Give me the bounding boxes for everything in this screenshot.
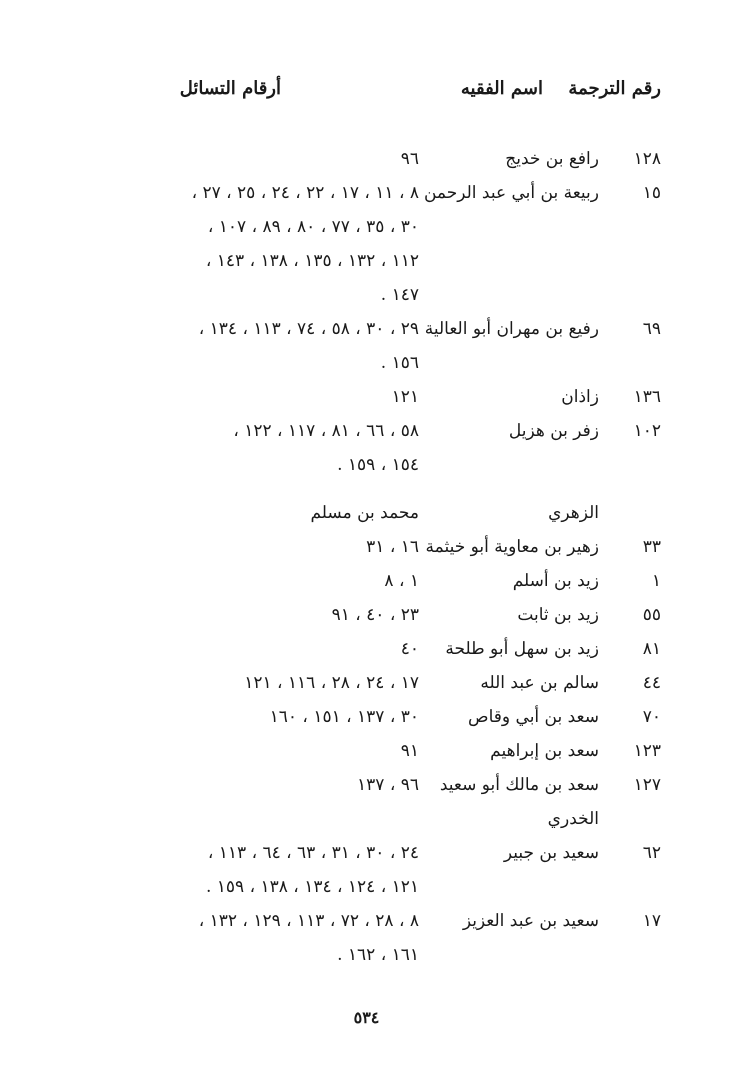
entry-name <box>424 312 599 346</box>
entry-name-line: زيد بن سهل أبو طلحة <box>445 639 599 659</box>
index-entry <box>61 904 661 972</box>
entry-number: ١٧ <box>642 911 661 931</box>
index-entry <box>61 380 661 414</box>
entry-name <box>429 496 599 530</box>
entry-name <box>429 142 599 176</box>
entry-name-line: سعد بن أبي وقاص <box>468 707 599 727</box>
entry-refs-line: ٩٦ <box>400 149 419 169</box>
entry-refs-line: ٨ ، ١١ ، ١٧ ، ٢٢ ، ٢٤ ، ٢٥ ، ٢٧ ، <box>191 183 419 203</box>
entry-refs-line: ١٢١ <box>391 387 419 407</box>
entry-name-line: ربيعة بن أبي عبد الرحمن <box>423 183 599 203</box>
entry-refs <box>129 142 419 176</box>
entry-refs <box>129 904 419 972</box>
entry-refs <box>129 564 419 598</box>
entry-name <box>425 530 599 564</box>
index-entry <box>61 564 661 598</box>
entry-name <box>429 700 599 734</box>
entry-refs-line: ١٤٧ . <box>380 285 419 305</box>
entry-refs-line: ٤٠ <box>400 639 419 659</box>
entry-name <box>429 836 599 870</box>
header-jurist-name: اسم الفقيه <box>460 78 543 99</box>
entry-number: ١٥ <box>642 183 661 203</box>
entry-name <box>429 904 599 938</box>
entry-name <box>429 768 599 836</box>
index-entry <box>61 768 661 836</box>
entry-name <box>423 176 599 210</box>
entry-name <box>429 632 599 666</box>
entry-refs <box>129 700 419 734</box>
entry-name-line: سعيد بن عبد العزيز <box>462 911 599 931</box>
index-entry <box>61 700 661 734</box>
entry-refs <box>129 734 419 768</box>
entry-name-line: سعيد بن جبير <box>503 843 599 863</box>
entry-refs-line: ١١٢ ، ١٣٢ ، ١٣٥ ، ١٣٨ ، ١٤٣ ، <box>205 251 419 271</box>
index-entry <box>61 176 661 312</box>
entry-name <box>429 598 599 632</box>
entry-number: ١٢٧ <box>633 775 661 795</box>
entry-refs <box>129 312 419 380</box>
index-entries <box>61 142 661 972</box>
entry-refs-line: ١٧ ، ٢٤ ، ٢٨ ، ١١٦ ، ١٢١ <box>244 673 419 693</box>
entry-name-line: سالم بن عبد الله <box>480 673 599 693</box>
entry-name-line: زيد بن ثابت <box>517 605 599 625</box>
entry-refs-line: ٣٠ ، ١٣٧ ، ١٥١ ، ١٦٠ <box>269 707 419 727</box>
page-number: ٥٣٤ <box>353 1008 380 1027</box>
entry-number: ٦٢ <box>642 843 661 863</box>
table-header <box>80 78 661 108</box>
entry-number: ٣٣ <box>642 537 661 557</box>
entry-name <box>429 666 599 700</box>
entry-refs-line: ٩٦ ، ١٣٧ <box>357 775 419 795</box>
entry-name-line: رفيع بن مهران أبو العالية <box>424 319 599 339</box>
entry-refs-line: ١٦ ، ٣١ <box>366 537 419 557</box>
entry-number: ١٠٢ <box>633 421 661 441</box>
entry-refs-line: محمد بن مسلم <box>310 503 419 523</box>
entry-refs-line: ١٢١ ، ١٢٤ ، ١٣٤ ، ١٣٨ ، ١٥٩ . <box>205 877 419 897</box>
entry-refs-line: ١٥٦ . <box>380 353 419 373</box>
entry-name-line: زيد بن أسلم <box>512 571 599 591</box>
entry-number: ٨١ <box>642 639 661 659</box>
entry-refs <box>129 414 419 482</box>
entry-name-line: سعد بن مالك أبو سعيد <box>439 775 599 795</box>
header-issue-numbers: أرقام التسائل <box>179 78 281 99</box>
entry-refs <box>129 768 419 802</box>
entry-refs-line: ٢٣ ، ٤٠ ، ٩١ <box>331 605 419 625</box>
entry-refs-line: ٣٠ ، ٣٥ ، ٧٧ ، ٨٠ ، ٨٩ ، ١٠٧ ، <box>207 217 419 237</box>
index-entry <box>61 666 661 700</box>
entry-number: ٤٤ <box>642 673 661 693</box>
entry-number: ١٣٦ <box>633 387 661 407</box>
entry-refs <box>129 836 419 904</box>
entry-refs-line: ١٥٤ ، ١٥٩ . <box>337 455 419 475</box>
entry-number: ٦٩ <box>642 319 661 339</box>
entry-name-line: سعد بن إبراهيم <box>490 741 599 761</box>
entry-name-line: زهير بن معاوية أبو خيثمة <box>425 537 599 557</box>
entry-name <box>429 414 599 448</box>
entry-number: ١ <box>651 571 661 591</box>
entry-refs-line: ١٦١ ، ١٦٢ . <box>337 945 419 965</box>
entry-refs-line: ٥٨ ، ٦٦ ، ٨١ ، ١١٧ ، ١٢٢ ، <box>233 421 419 441</box>
index-entry <box>61 734 661 768</box>
spacer <box>61 482 661 496</box>
entry-refs-line: ١ ، ٨ <box>384 571 419 591</box>
index-entry <box>61 530 661 564</box>
entry-number: ٥٥ <box>642 605 661 625</box>
entry-number: ١٢٨ <box>633 149 661 169</box>
entry-name <box>429 734 599 768</box>
index-entry <box>61 312 661 380</box>
index-entry <box>61 496 661 530</box>
entry-name <box>429 380 599 414</box>
entry-refs-line: ٢٩ ، ٣٠ ، ٥٨ ، ٧٤ ، ١١٣ ، ١٣٤ ، <box>198 319 419 339</box>
entry-refs <box>129 176 419 312</box>
entry-refs <box>129 632 419 666</box>
entry-name-line: الزهري <box>548 503 599 523</box>
entry-refs <box>129 496 419 530</box>
entry-refs-line: ٢٤ ، ٣٠ ، ٣١ ، ٦٣ ، ٦٤ ، ١١٣ ، <box>207 843 419 863</box>
entry-name-line: رافع بن خديج <box>505 149 599 169</box>
entry-refs <box>129 598 419 632</box>
entry-number: ٧٠ <box>642 707 661 727</box>
index-entry <box>61 836 661 904</box>
index-entry <box>61 142 661 176</box>
entry-refs-line: ٨ ، ٢٨ ، ٧٢ ، ١١٣ ، ١٢٩ ، ١٣٢ ، <box>198 911 419 931</box>
index-entry <box>61 598 661 632</box>
entry-number: ١٢٣ <box>633 741 661 761</box>
index-entry <box>61 414 661 482</box>
entry-refs <box>129 530 419 564</box>
entry-name-line: زفر بن هزيل <box>508 421 599 441</box>
header-entry-number: رقم الترجمة <box>568 78 661 99</box>
entry-name-line: الخدري <box>547 809 599 829</box>
entry-refs <box>129 666 419 700</box>
index-entry <box>61 632 661 666</box>
entry-refs-line: ٩١ <box>400 741 419 761</box>
entry-name-line: زاذان <box>561 387 599 407</box>
entry-name <box>429 564 599 598</box>
entry-refs <box>129 380 419 414</box>
